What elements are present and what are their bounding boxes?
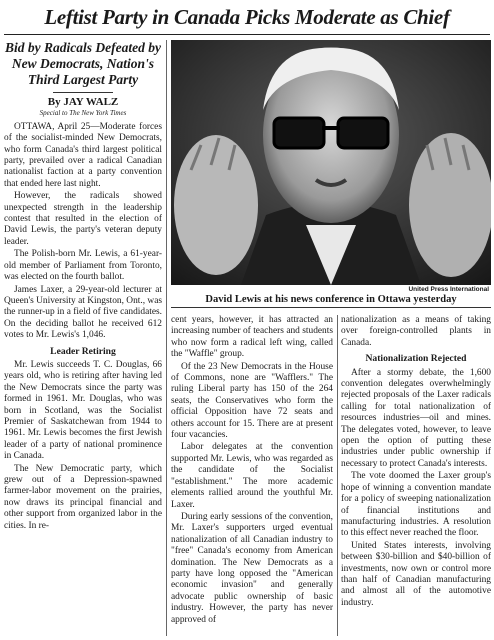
paragraph: cent years, however, it has attracted an increasing number of teachers and students who now form a radical left wing, called the "Waffle" group. bbox=[171, 315, 333, 360]
column-divider bbox=[166, 40, 167, 636]
paragraph: Of the 23 New Democrats in the House of Commons, none are "Wafflers." The ruling Liberal party has 150 of the 264 seats, the Conservatives who form the official Opposition have 72 seats and others account for 15. There are at present four vacancies. bbox=[171, 361, 333, 441]
paragraph: However, the radicals showed unexpected strength in the leadership contest that resulted in the election of David Lewis, the party's veteran deputy leader. bbox=[4, 191, 162, 247]
paragraph: James Laxer, a 29-year-old lecturer at Queen's University at Kingston, Ont., was the runner-up in a field of five candidates. On the deciding ballot he received 612 votes to Mr. Lewis's 1,046. bbox=[4, 284, 162, 341]
paragraph: After a stormy debate, the 1,600 convention delegates overwhelmingly rejected proposals of the Laxer radicals calling for total nationalization of resources industries—oil and mines. The delegates voted, however, to leave open the option of putting these industries under public ownership if necessary to protect Canada's interests. bbox=[341, 367, 491, 469]
subhead: Nationalization Rejected bbox=[365, 353, 467, 365]
paragraph: The Polish-born Mr. Lewis, a 61-year-old member of Parliament from Toronto, was elected on the fourth ballot. bbox=[4, 249, 162, 283]
photo-caption: David Lewis at his news conference in Ottawa yesterday bbox=[171, 294, 491, 308]
portrait-photo bbox=[171, 40, 491, 285]
byline: By JAY WALZ bbox=[47, 96, 119, 108]
paragraph: Mr. Lewis succeeds T. C. Douglas, 66 years old, who is retiring after having led the New Democrats since the party was formed in 1961. Mr. Douglas, who was born in Scotland, was the Socialist Premier of Saskatchewan from 1944 to 1961. Mr. Lewis becomes the first Jewish leader of a party of national prominence in Canada. bbox=[4, 359, 162, 462]
paragraph: The vote doomed the Laxer group's hope of winning a convention mandate for a policy of sweeping nationalization of financial institutions and manufacturing industries. A resolution to this effect never reached the floor. bbox=[341, 471, 491, 539]
column-divider bbox=[337, 315, 338, 636]
subhead: Leader Retiring bbox=[50, 345, 116, 357]
paragraph: The New Democratic party, which grew out of a Depression-spawned farmer-labor movement on the prairies, now draws its principal financial and other support from organized labor in the cities. In re- bbox=[4, 463, 162, 531]
photo-block bbox=[171, 40, 491, 310]
paragraph: United States interests, involving between $30-billion and $40-billion of investments, now own or control more than half of Canadian manufacturing and almost all of the automotive industry. bbox=[341, 540, 491, 608]
headline-rule bbox=[4, 34, 490, 35]
paragraph: During early sessions of the convention, Mr. Laxer's supporters urged eventual nationalization of all Canadian industry to "free" Canada's economy from American domination. The New Democrats as a party have long opposed the "American economic invasion" and generally advocate public ownership of basic industry. However, the party has never approved of bbox=[171, 511, 333, 625]
article-column-2 bbox=[171, 315, 333, 627]
article-column-1 bbox=[4, 40, 162, 533]
deck-rule bbox=[53, 92, 113, 93]
deck: Bid by Radicals Defeated by New Democrats, Nation's Third Largest Party bbox=[5, 40, 161, 87]
headline: Leftist Party in Canada Picks Moderate as Chief bbox=[44, 5, 450, 29]
article-column-3 bbox=[341, 315, 491, 610]
portrait-image bbox=[171, 40, 491, 285]
paragraph: nationalization as a means of taking over foreign-controlled plants in Canada. bbox=[341, 315, 491, 348]
dateline-credit: Special to The New York Times bbox=[39, 109, 127, 118]
photo-credit: United Press International bbox=[408, 286, 489, 293]
paragraph: Labor delegates at the convention supported Mr. Lewis, who was regarded as the candidate of the Socialist "establishment." The more academic elements rallied around the youthful Mr. Laxer. bbox=[171, 442, 333, 510]
paragraph: OTTAWA, April 25—Moderate forces of the socialist-minded New Democrats, who form Canada's third largest political party, prevailed over a radical Canadian nationalist faction at a party convention that ended here last night. bbox=[4, 121, 162, 189]
